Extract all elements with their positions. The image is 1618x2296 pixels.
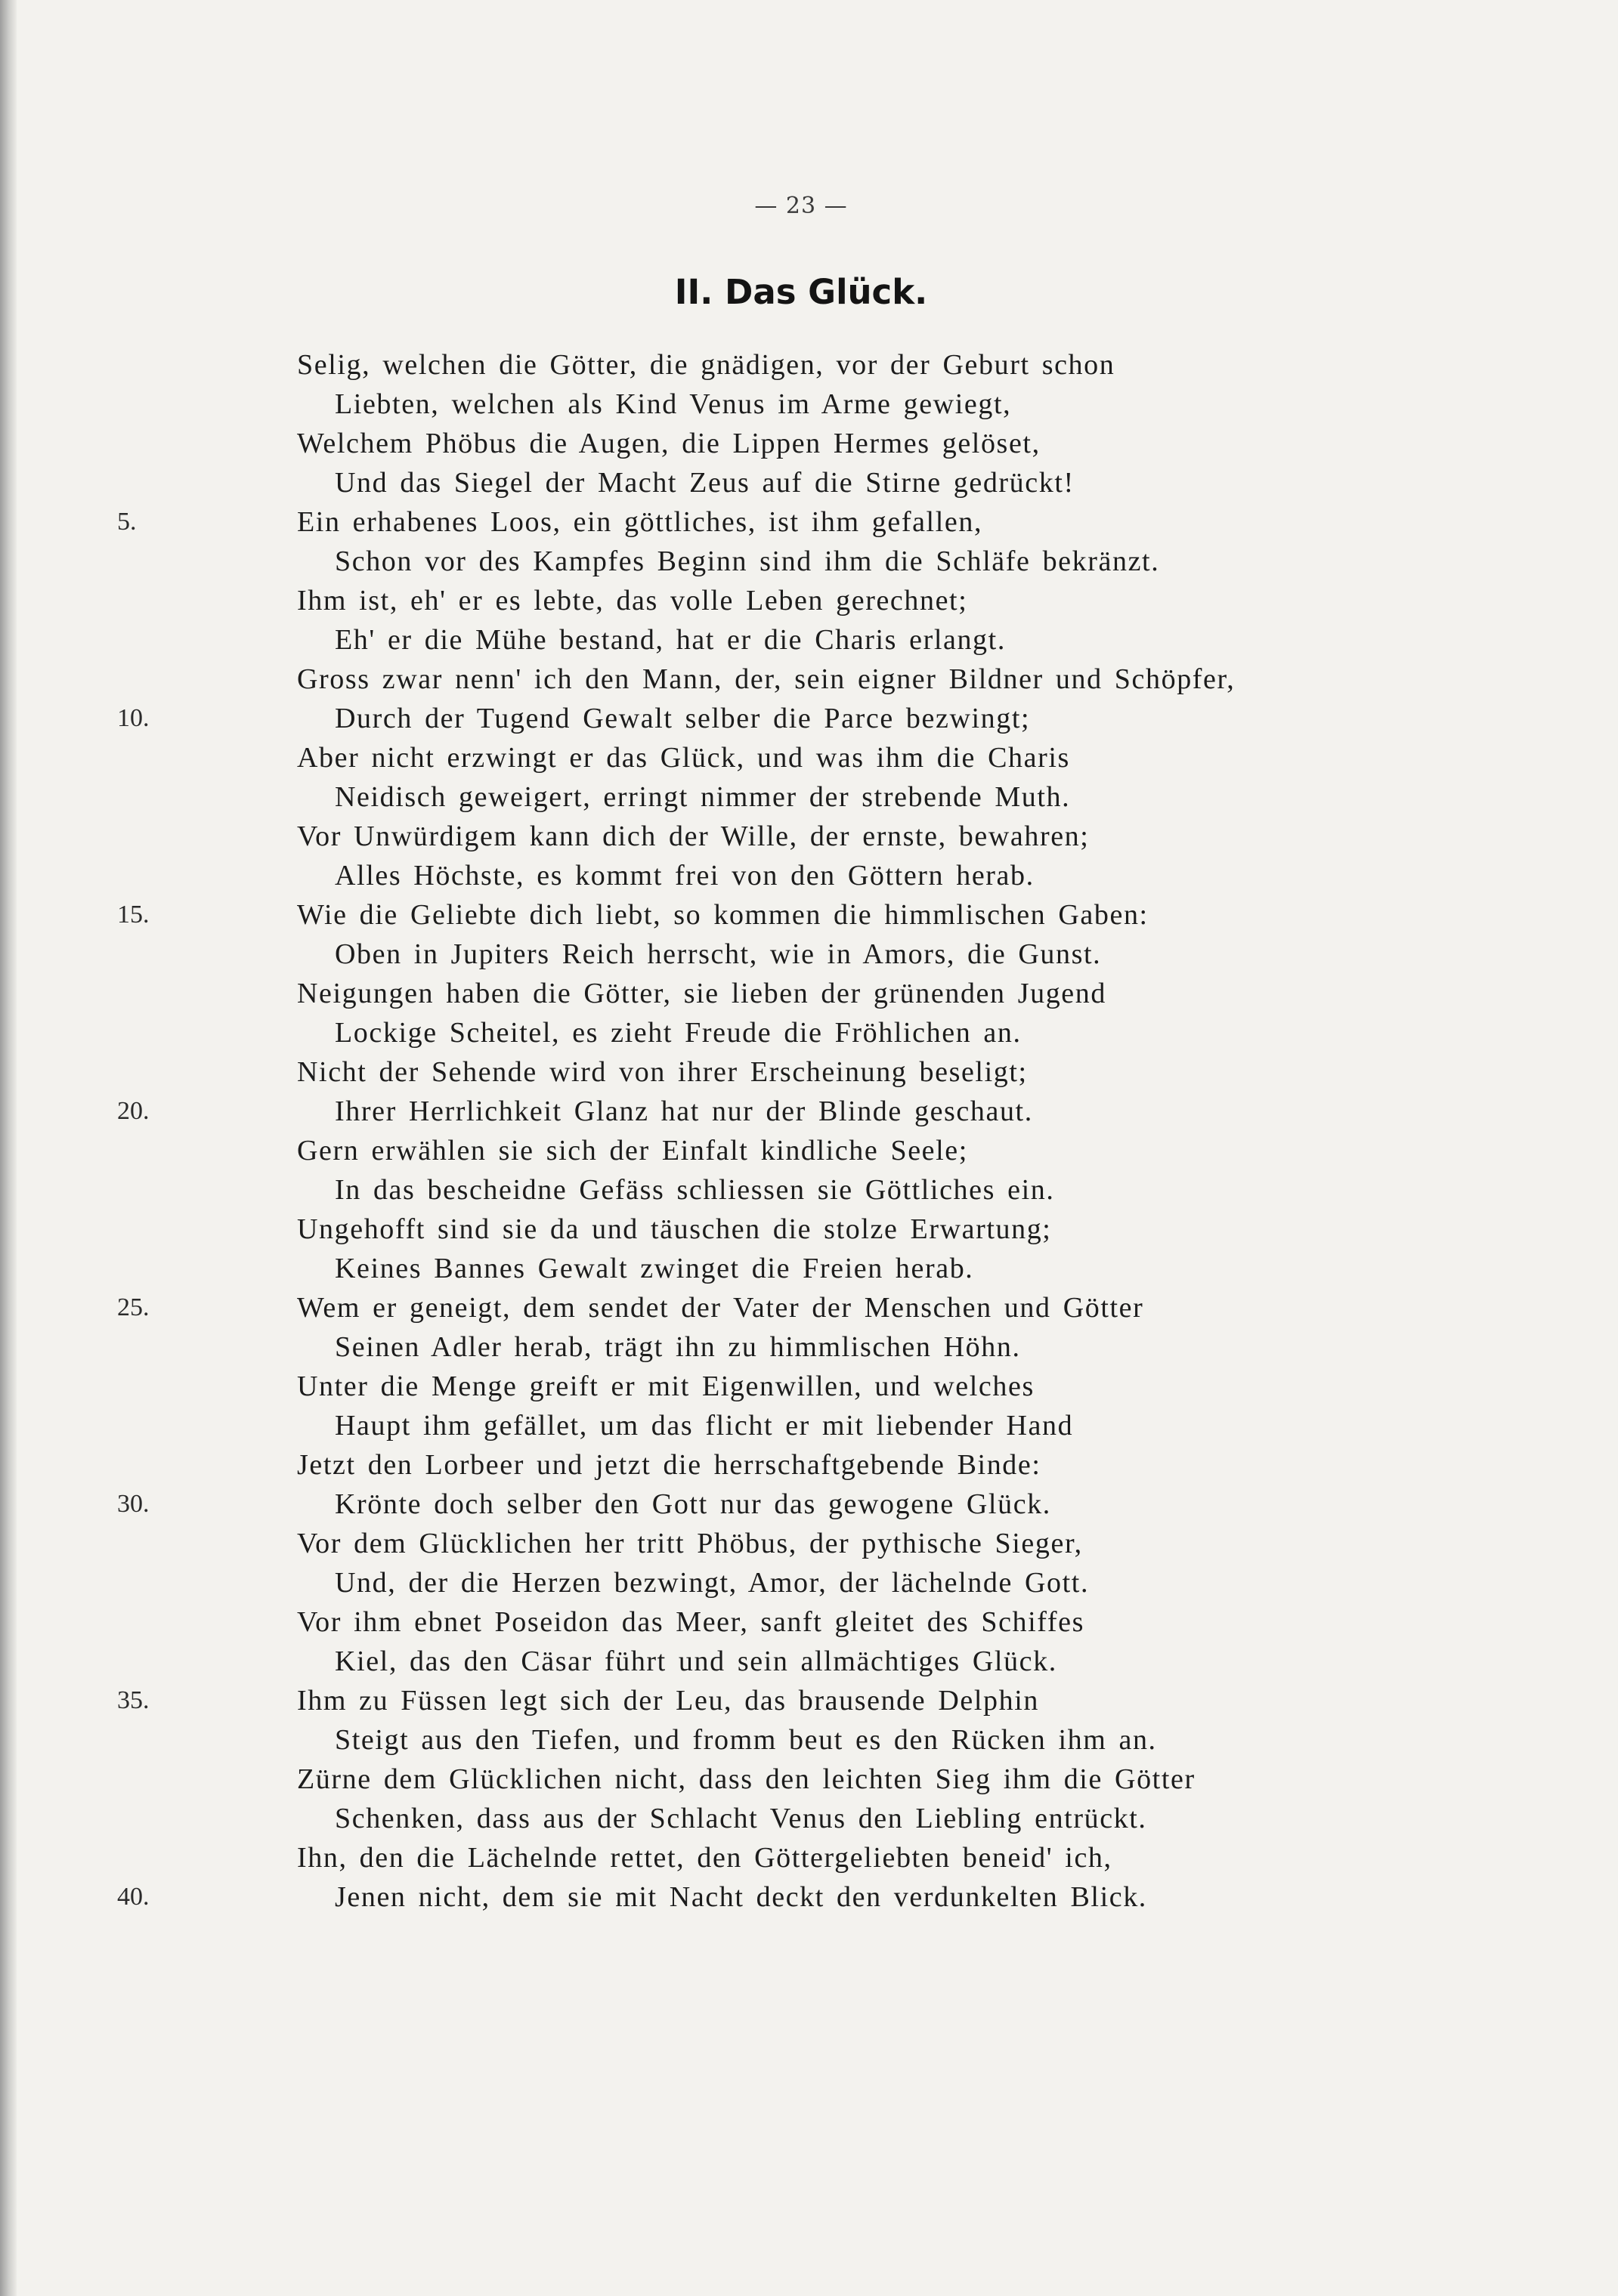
poem-line-40: Jenen nicht, dem sie mit Nacht deckt den verdunkelten Blick. <box>335 1881 1147 1913</box>
poem-line-33: Vor ihm ebnet Poseidon das Meer, sanft gleitet des Schiffes <box>297 1606 1084 1638</box>
line-number-5: 5. <box>117 508 137 536</box>
poem-line-15: Wie die Geliebte dich liebt, so kommen die himmlischen Gaben: <box>297 899 1149 931</box>
poem-line-14: Alles Höchste, es kommt frei von den Göttern herab. <box>335 860 1035 892</box>
line-number-40: 40. <box>117 1883 150 1911</box>
poem-line-36: Steigt aus den Tiefen, und fromm beut es den Rücken ihm an. <box>335 1724 1157 1756</box>
poem-line-11: Aber nicht erzwingt er das Glück, und was ihm die Charis <box>297 742 1070 774</box>
poem-line-30: Krönte doch selber den Gott nur das gewogene Glück. <box>335 1488 1051 1520</box>
poem-line-39: Ihn, den die Lächelnde rettet, den Göttergeliebten beneid' ich, <box>297 1842 1112 1874</box>
poem-line-25: Wem er geneigt, dem sendet der Vater der Menschen und Götter <box>297 1292 1144 1324</box>
poem-line-37: Zürne dem Glücklichen nicht, dass den leichten Sieg ihm die Götter <box>297 1763 1196 1795</box>
poem-line-7: Ihm ist, eh' er es lebte, das volle Leben gerechnet; <box>297 585 968 616</box>
line-number-35: 35. <box>117 1686 150 1714</box>
poem-line-16: Oben in Jupiters Reich herrscht, wie in Amors, die Gunst. <box>335 938 1102 970</box>
poem-line-31: Vor dem Glücklichen her tritt Phöbus, der pythische Sieger, <box>297 1528 1083 1559</box>
poem-line-12: Neidisch geweigert, erringt nimmer der strebende Muth. <box>335 781 1071 813</box>
poem-line-8: Eh' er die Mühe bestand, hat er die Charis erlangt. <box>335 624 1006 656</box>
poem-line-20: Ihrer Herrlichkeit Glanz hat nur der Blinde geschaut. <box>335 1095 1033 1127</box>
line-number-10: 10. <box>117 704 150 732</box>
line-number-30: 30. <box>117 1490 150 1518</box>
poem-line-34: Kiel, das den Cäsar führt und sein allmächtiges Glück. <box>335 1646 1057 1677</box>
poem-line-6: Schon vor des Kampfes Beginn sind ihm die Schläfe bekränzt. <box>335 545 1160 577</box>
poem-line-23: Ungehofft sind sie da und täuschen die stolze Erwartung; <box>297 1213 1052 1245</box>
poem-title: II. Das Glück. <box>674 272 928 312</box>
poem-line-27: Unter die Menge greift er mit Eigenwillen, und welches <box>297 1370 1035 1402</box>
poem-line-2: Liebten, welchen als Kind Venus im Arme gewiegt, <box>335 388 1012 420</box>
poem-line-18: Lockige Scheitel, es zieht Freude die Fröhlichen an. <box>335 1017 1022 1049</box>
poem-line-24: Keines Bannes Gewalt zwinget die Freien herab. <box>335 1253 974 1284</box>
poem-line-4: Und das Siegel der Macht Zeus auf die Stirne gedrückt! <box>335 467 1075 499</box>
line-number-20: 20. <box>117 1097 150 1125</box>
poem-line-26: Seinen Adler herab, trägt ihn zu himmlischen Höhn. <box>335 1331 1021 1363</box>
poem-line-28: Haupt ihm gefället, um das flicht er mit liebender Hand <box>335 1410 1074 1442</box>
poem-line-3: Welchem Phöbus die Augen, die Lippen Hermes gelöset, <box>297 428 1041 459</box>
poem-line-29: Jetzt den Lorbeer und jetzt die herrschaftgebende Binde: <box>297 1449 1041 1481</box>
poem-line-22: In das bescheidne Gefäss schliessen sie Göttliches ein. <box>335 1174 1055 1206</box>
poem-line-1: Selig, welchen die Götter, die gnädigen, vor der Geburt schon <box>297 349 1115 381</box>
line-number-25: 25. <box>117 1293 150 1321</box>
poem-line-21: Gern erwählen sie sich der Einfalt kindliche Seele; <box>297 1135 968 1167</box>
poem-line-35: Ihm zu Füssen legt sich der Leu, das brausende Delphin <box>297 1685 1039 1717</box>
poem-line-13: Vor Unwürdigem kann dich der Wille, der ernste, bewahren; <box>297 820 1090 852</box>
poem-line-32: Und, der die Herzen bezwingt, Amor, der lächelnde Gott. <box>335 1567 1090 1599</box>
poem-line-5: Ein erhabenes Loos, ein göttliches, ist ihm gefallen, <box>297 506 983 538</box>
poem-line-17: Neigungen haben die Götter, sie lieben der grünenden Jugend <box>297 978 1106 1009</box>
line-number-15: 15. <box>117 901 150 929</box>
page-binding-edge <box>0 0 17 2296</box>
poem-line-38: Schenken, dass aus der Schlacht Venus den Liebling entrückt. <box>335 1803 1147 1834</box>
poem-line-9: Gross zwar nenn' ich den Mann, der, sein eigner Bildner und Schöpfer, <box>297 663 1236 695</box>
page-number: — 23 — <box>754 193 848 219</box>
poem-line-10: Durch der Tugend Gewalt selber die Parce bezwingt; <box>335 703 1031 734</box>
poem-line-19: Nicht der Sehende wird von ihrer Erscheinung beseligt; <box>297 1056 1028 1088</box>
